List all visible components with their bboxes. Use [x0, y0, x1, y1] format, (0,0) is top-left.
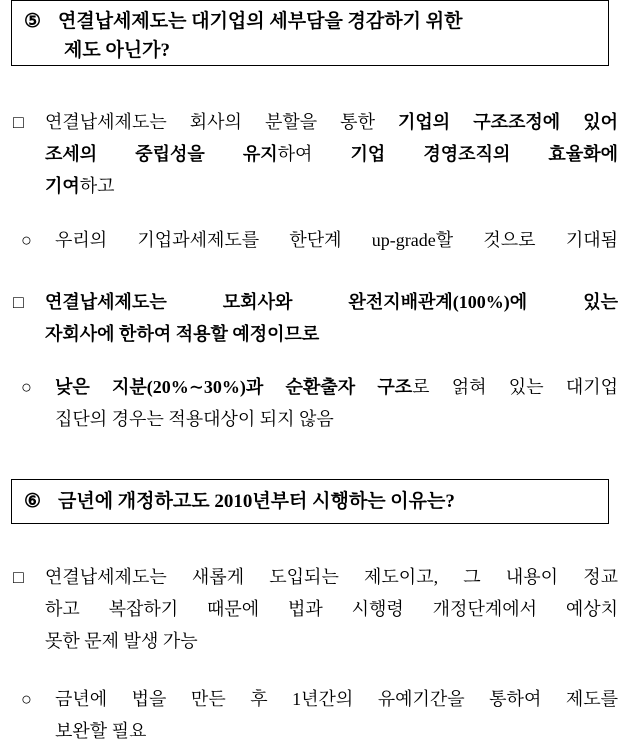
circle-bullet-icon: ○	[21, 689, 32, 709]
item-line: 조세의 중립성을 유지하여 기업 경영조직의 효율화에	[45, 144, 618, 164]
circle-bullet-icon: ○	[21, 230, 32, 250]
square-bullet-icon: □	[13, 567, 24, 587]
circle-bullet-item	[13, 371, 618, 435]
square-bullet-item	[13, 106, 618, 202]
item-line: 금년에 법을 만든 후 1년간의 유예기간을 통하여 제도를	[55, 689, 618, 709]
question-box-6	[11, 479, 609, 524]
question-title: 연결납세제도는 대기업의 세부담을 경감하기 위한	[58, 11, 463, 32]
circle-bullet-item	[13, 224, 618, 256]
item-line: 우리의 기업과세제도를 한단계 up-grade할 것으로 기대됨	[55, 230, 618, 250]
item-line: 연결납세제도는 회사의 분할을 통한 기업의 구조조정에 있어	[45, 112, 618, 132]
item-line: 낮은 지분(20%∼30%)과 순환출자 구조로 얽혀 있는 대기업	[55, 377, 619, 397]
square-bullet-item	[13, 561, 618, 657]
question-box-5	[11, 0, 609, 66]
question-number: ⑥	[24, 491, 42, 512]
square-bullet-icon: □	[13, 112, 24, 132]
item-line: 기여하고	[45, 176, 115, 196]
question-title-line	[24, 7, 596, 36]
item-line: 연결납세제도는 모회사와 완전지배관계(100%)에 있는	[45, 292, 618, 312]
square-bullet-item	[13, 286, 618, 350]
question-title: 금년에 개정하고도 2010년부터 시행하는 이유는?	[58, 491, 455, 512]
circle-bullet-item	[13, 683, 618, 747]
item-line: 연결납세제도는 새롭게 도입되는 제도이고, 그 내용이 정교	[45, 567, 618, 587]
item-line: 보완할 필요	[55, 721, 147, 741]
square-bullet-icon: □	[13, 292, 24, 312]
item-line: 집단의 경우는 적용대상이 되지 않음	[55, 409, 334, 429]
item-line: 못한 문제 발생 가능	[45, 631, 198, 651]
question-number: ⑤	[24, 11, 42, 32]
circle-bullet-icon: ○	[21, 377, 32, 397]
question-title-line: 제도 아닌가?	[64, 40, 171, 61]
item-line: 하고 복잡하기 때문에 법과 시행령 개정단계에서 예상치	[45, 599, 618, 619]
item-line: 자회사에 한하여 적용할 예정이므로	[45, 324, 320, 344]
